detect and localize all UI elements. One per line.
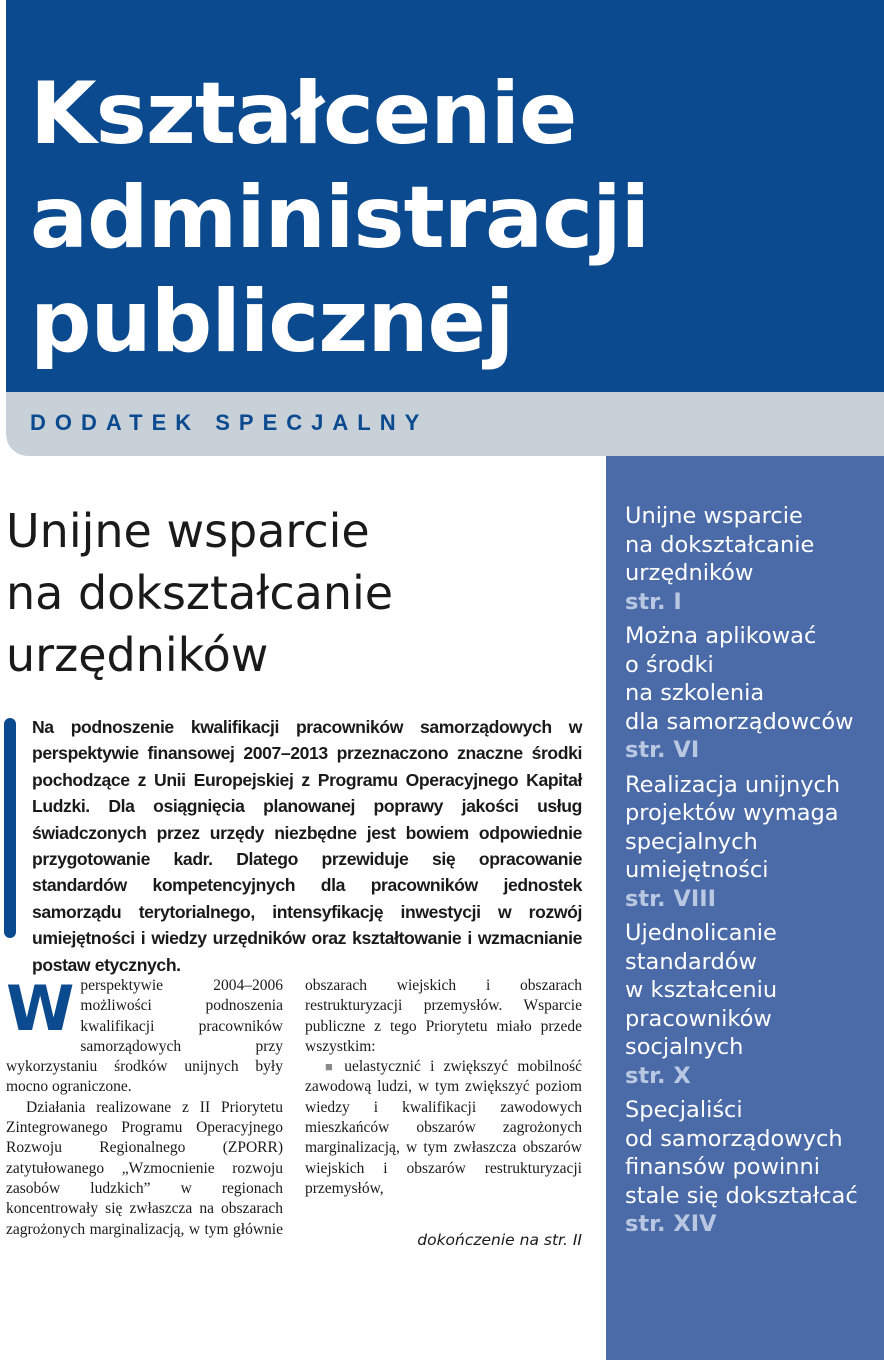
toc-item[interactable] (625, 919, 884, 1090)
dropcap: W (6, 972, 75, 1045)
toc-item[interactable] (625, 622, 884, 765)
square-bullet-icon: ■ (325, 1059, 339, 1075)
toc-item-title: Realizacja unijnych projektów wymaga specjalnych umiejętności (625, 771, 841, 883)
toc-item-page: str. I (625, 588, 682, 615)
supplement-banner (6, 392, 884, 456)
table-of-contents (606, 456, 884, 1360)
toc-item-title: Ujednolicanie standardów w kształceniu pracowników socjalnych (625, 920, 778, 1060)
article-headline: Unijne wsparcie na dokształcanie urzędników (6, 504, 394, 682)
toc-item[interactable] (625, 502, 884, 616)
toc-item-page: str. XIV (625, 1211, 717, 1237)
toc-item-page: str. VI (625, 737, 700, 763)
toc-item[interactable] (625, 771, 884, 914)
toc-item-title: Specjaliści od samorządowych finansów powinni stale się dokształcać (625, 1097, 858, 1209)
toc-item-page: str. X (625, 1062, 691, 1089)
bullet-item (305, 1057, 582, 1199)
paragraph-1-text: perspektywie 2004–2006 możliwości podnoszenia kwalifikacji pracowników samorządowych przy wykorzystaniu środków unijnych były mocno ograniczone. (6, 977, 283, 1096)
paragraph-1 (6, 972, 283, 1098)
continued-note: dokończenie na str. II (417, 1231, 582, 1249)
lead-accent-bar (4, 718, 16, 938)
toc-item[interactable] (625, 1096, 884, 1239)
toc-item-title: Unijne wsparcie na dokształcanie urzędników (625, 503, 815, 586)
toc-list (606, 456, 884, 1239)
article-lead: Na podnoszenie kwalifikacji pracowników samorządowych w perspektywie finansowej 2007–2013 przeznaczono znaczne środki pochodzące z Unii Europejskiej z Programu Operacyjnego Kapitał Ludzki. Dla osiągnięcia planowanej poprawy jakości usług świadczonych przez urzędy niezbędne jest bowiem odpowiednie przygotowanie kadr. Dlatego przewiduje się opracowanie standardów kompetencyjnych dla pracowników jednostek samorządu terytorialnego, intensyfikację inwestycji w rozwój umiejętności i wiedzy urzędników oraz kształtowanie i wzmacnianie postaw etycznych. (32, 717, 582, 975)
bullet-text: uelastycznić i zwiększyć mobilność zawodową ludzi, w tym zwiększyć poziom wiedzy i kwalifikacji zawodowych mieszkańców obszarów zagrożonych marginalizacją, w tym zwłaszcza obszarów wiejskich i obszarów restrukturyzacji przemysłów, (305, 1058, 582, 1197)
paragraph-2: Działania realizowane z II Priorytetu Zintegrowanego Programu Operacyjnego Rozwoju Regionalnego (ZPORR) zatytułowanego „Wzmocnienie rozwoju zasobów ludzkich” w regionach koncentrowały się zwłaszcza na obszarach zagrożonych marginalizacją, w tym głównie obszarach wiejskich i obszarach restrukturyzacji przemysłów. Wsparcie publiczne z tego Priorytetu miało przede wszystkim: (6, 977, 582, 1238)
masthead (6, 0, 884, 392)
page-title: Kształcenie administracji publicznej (30, 64, 650, 372)
toc-item-title: Można aplikować o środki na szkolenia dla samorządowców (625, 623, 854, 735)
supplement-label: DODATEK SPECJALNY (30, 410, 429, 435)
toc-item-page: str. VIII (625, 885, 716, 912)
article-body (6, 972, 582, 1256)
